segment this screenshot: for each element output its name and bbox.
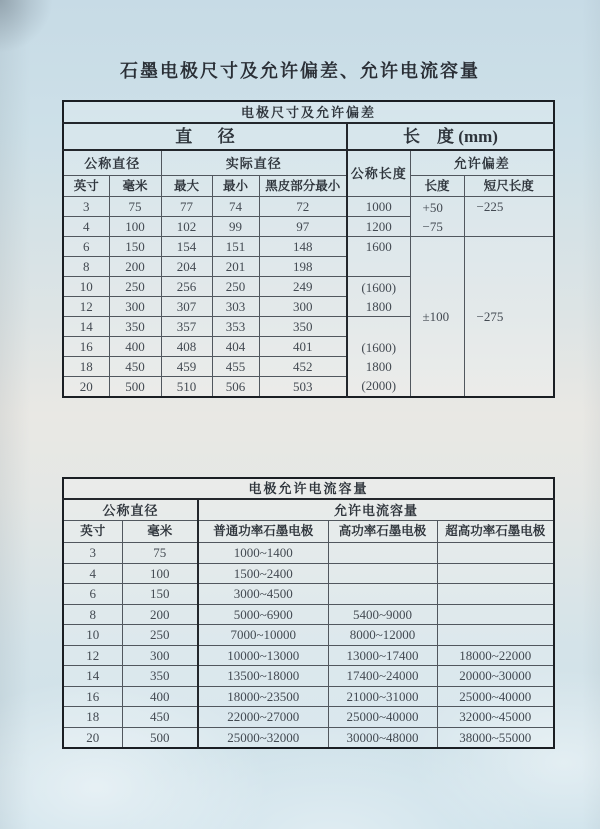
table-cell: 16 <box>63 337 109 357</box>
table-cell: 3 <box>63 197 109 217</box>
table-cell: 307 <box>161 297 212 317</box>
table-row <box>63 727 554 748</box>
table-cell: 408 <box>161 337 212 357</box>
table-cell: 97 <box>259 217 347 237</box>
table-cell: 12 <box>63 297 109 317</box>
table-cell: 300 <box>259 297 347 317</box>
table-cell <box>328 584 437 605</box>
table-cell <box>437 543 554 564</box>
table-cell: (1600) 1800 <box>347 277 410 317</box>
table-row <box>63 584 554 605</box>
table-cell: 100 <box>122 563 198 584</box>
table-cell: 250 <box>212 277 259 297</box>
table-cell: 201 <box>212 257 259 277</box>
table-cell: 16 <box>63 686 122 707</box>
table-cell: 13000~17400 <box>328 645 437 666</box>
table-cell: ±100 <box>410 237 464 398</box>
table-row <box>63 563 554 584</box>
actual-diameter-header: 实际直径 <box>161 150 347 176</box>
table-cell: 74 <box>212 197 259 217</box>
col-mm: 毫米 <box>109 176 161 197</box>
nominal-diameter-header: 公称直径 <box>63 499 198 521</box>
table-cell: 198 <box>259 257 347 277</box>
table-cell: 32000~45000 <box>437 707 554 728</box>
table-cell: +50 −75 <box>410 197 464 237</box>
table-cell: 10 <box>63 277 109 297</box>
table-cell: 10000~13000 <box>198 645 328 666</box>
table-cell: 18 <box>63 707 122 728</box>
table-row <box>63 237 554 257</box>
table-cell: 250 <box>109 277 161 297</box>
col-min: 最小 <box>212 176 259 197</box>
table-cell: 455 <box>212 357 259 377</box>
page-title: 石墨电极尺寸及允许偏差、允许电流容量 <box>120 61 480 81</box>
table-row <box>63 543 554 564</box>
table-cell: 3000~4500 <box>198 584 328 605</box>
table-cell: 4 <box>63 563 122 584</box>
table-row <box>63 625 554 646</box>
table-cell: 99 <box>212 217 259 237</box>
diameter-section-header: 直 径 <box>63 123 347 150</box>
table-cell: 150 <box>109 237 161 257</box>
table-cell: 1200 <box>347 217 410 237</box>
nominal-diameter-header: 公称直径 <box>63 150 161 176</box>
col-high-power: 高功率石墨电极 <box>328 521 437 543</box>
table-cell: 38000~55000 <box>437 727 554 748</box>
table-cell: 200 <box>109 257 161 277</box>
length-section-header: 长 度 (mm) <box>347 123 554 150</box>
deviation-header: 允许偏差 <box>410 150 554 176</box>
table-cell: 450 <box>122 707 198 728</box>
table-cell: 13500~18000 <box>198 666 328 687</box>
subheader-row <box>63 499 554 521</box>
table-cell <box>437 563 554 584</box>
table-cell: 350 <box>109 317 161 337</box>
col-mm: 毫米 <box>122 521 198 543</box>
col-inch: 英寸 <box>63 521 122 543</box>
table-cell: 400 <box>122 686 198 707</box>
table-cell: 8 <box>63 257 109 277</box>
table-cell: 506 <box>212 377 259 398</box>
table-row <box>63 197 554 217</box>
table-cell: 25000~40000 <box>437 686 554 707</box>
table-cell: 401 <box>259 337 347 357</box>
table-title: 电极允许电流容量 <box>63 478 554 499</box>
table-cell: 450 <box>109 357 161 377</box>
table-cell: −275 <box>464 237 554 398</box>
table-cell: 350 <box>122 666 198 687</box>
table-cell: 1000 <box>347 197 410 217</box>
table-cell: 14 <box>63 666 122 687</box>
table-cell: 154 <box>161 237 212 257</box>
table-cell: 503 <box>259 377 347 398</box>
table-cell: −225 <box>464 197 554 237</box>
table-cell: 10 <box>63 625 122 646</box>
table-cell: 150 <box>122 584 198 605</box>
table-cell: 14 <box>63 317 109 337</box>
col-length-deviation: 长度 <box>410 176 464 197</box>
current-table-body <box>63 543 554 749</box>
column-header-row <box>63 521 554 543</box>
table-row <box>63 686 554 707</box>
table-cell: 6 <box>63 237 109 257</box>
table-cell: 30000~48000 <box>328 727 437 748</box>
capacity-header: 允许电流容量 <box>198 499 554 521</box>
table-cell: 3 <box>63 543 122 564</box>
table-cell: (1600) 1800 (2000) <box>347 317 410 398</box>
table-cell: 17400~24000 <box>328 666 437 687</box>
table-cell: 20000~30000 <box>437 666 554 687</box>
table-cell: 256 <box>161 277 212 297</box>
table-cell: 4 <box>63 217 109 237</box>
table-cell <box>328 543 437 564</box>
table-cell: 22000~27000 <box>198 707 328 728</box>
table-title-row <box>63 101 554 123</box>
table-cell: 357 <box>161 317 212 337</box>
size-table-body <box>63 197 554 398</box>
nominal-length-header: 公称长度 <box>347 150 410 197</box>
table-cell: 148 <box>259 237 347 257</box>
table-cell: 12 <box>63 645 122 666</box>
table-cell: 8000~12000 <box>328 625 437 646</box>
table-cell: 151 <box>212 237 259 257</box>
subheader-row <box>63 150 554 176</box>
table-title: 电极尺寸及允许偏差 <box>63 101 554 123</box>
table-cell <box>437 584 554 605</box>
table-cell: 459 <box>161 357 212 377</box>
table-cell: 353 <box>212 317 259 337</box>
table-cell: 5000~6900 <box>198 604 328 625</box>
col-max: 最大 <box>161 176 212 197</box>
table-cell: 1600 <box>347 237 410 277</box>
table-cell: 500 <box>122 727 198 748</box>
table-cell: 1500~2400 <box>198 563 328 584</box>
table-cell: 200 <box>122 604 198 625</box>
table-cell: 20 <box>63 727 122 748</box>
table-cell: 7000~10000 <box>198 625 328 646</box>
table-cell: 204 <box>161 257 212 277</box>
table-cell: 20 <box>63 377 109 398</box>
table-cell: 75 <box>122 543 198 564</box>
table-cell: 75 <box>109 197 161 217</box>
table-cell: 249 <box>259 277 347 297</box>
table-cell: 303 <box>212 297 259 317</box>
table-cell: 500 <box>109 377 161 398</box>
table-cell: 510 <box>161 377 212 398</box>
table-cell: 77 <box>161 197 212 217</box>
current-capacity-table <box>62 477 555 749</box>
table-row <box>63 707 554 728</box>
table-cell: 18 <box>63 357 109 377</box>
column-header-row <box>63 176 554 197</box>
table-cell: 1000~1400 <box>198 543 328 564</box>
table-cell: 6 <box>63 584 122 605</box>
table-cell: 25000~40000 <box>328 707 437 728</box>
table-cell <box>437 604 554 625</box>
table-cell: 404 <box>212 337 259 357</box>
table-cell <box>437 625 554 646</box>
col-ultra-high-power: 超高功率石墨电极 <box>437 521 554 543</box>
table-cell: 350 <box>259 317 347 337</box>
table-cell: 72 <box>259 197 347 217</box>
table-cell: 8 <box>63 604 122 625</box>
col-black-skin-min: 黑皮部分最小 <box>259 176 347 197</box>
table-row <box>63 604 554 625</box>
table-cell: 452 <box>259 357 347 377</box>
table-cell: 300 <box>122 645 198 666</box>
table-cell: 5400~9000 <box>328 604 437 625</box>
table-row <box>63 666 554 687</box>
table-row <box>63 645 554 666</box>
section-header-row <box>63 123 554 150</box>
table-cell: 100 <box>109 217 161 237</box>
table-cell: 400 <box>109 337 161 357</box>
table-cell: 21000~31000 <box>328 686 437 707</box>
table-cell: 300 <box>109 297 161 317</box>
col-regular-power: 普通功率石墨电极 <box>198 521 328 543</box>
table-cell: 25000~32000 <box>198 727 328 748</box>
table-title-row <box>63 478 554 499</box>
table-cell: 102 <box>161 217 212 237</box>
table-cell: 250 <box>122 625 198 646</box>
size-deviation-table <box>62 100 555 398</box>
col-short-length: 短尺长度 <box>464 176 554 197</box>
table-cell: 18000~22000 <box>437 645 554 666</box>
table-cell: 18000~23500 <box>198 686 328 707</box>
table-cell <box>328 563 437 584</box>
col-inch: 英寸 <box>63 176 109 197</box>
